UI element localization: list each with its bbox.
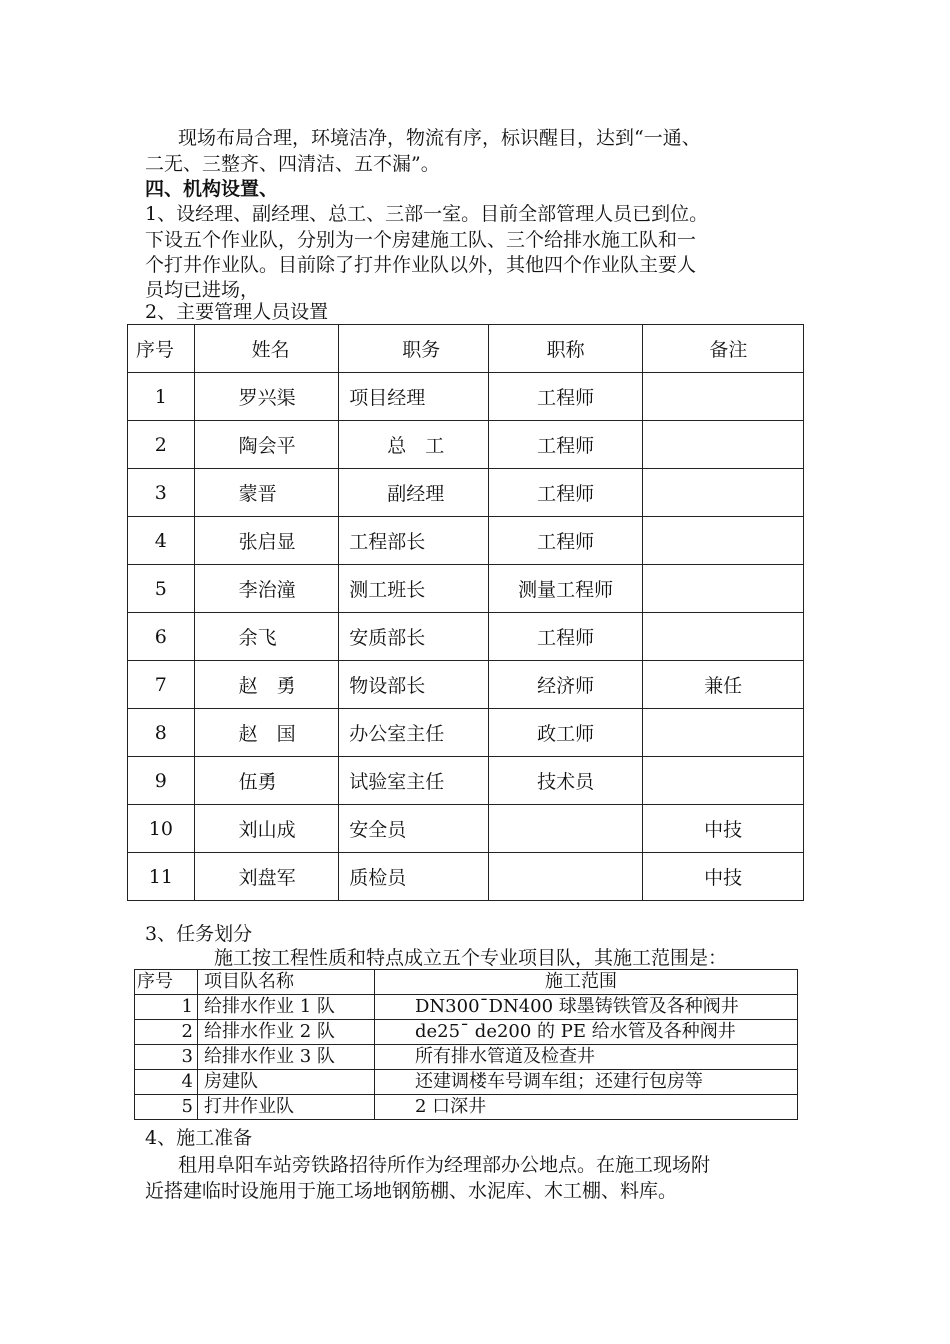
table-cell <box>643 565 804 613</box>
table-header-cell: 职务 <box>339 325 489 373</box>
table-row <box>135 995 798 1020</box>
table-cell: 给排水作业 3 队 <box>198 1045 375 1070</box>
table-row <box>128 469 804 517</box>
table-cell: 质检员 <box>339 853 489 901</box>
paragraph-line: 二无、三整齐、四清洁、五不漏”。 <box>145 153 440 175</box>
paragraph-line: 租用阜阳车站旁铁路招待所作为经理部办公地点。在施工现场附 <box>178 1154 711 1176</box>
table-cell: 罗兴渠 <box>194 373 339 421</box>
table-cell: 房建队 <box>198 1070 375 1095</box>
table-cell: 还建调楼车号调车组；还建行包房等 <box>375 1070 798 1095</box>
paragraph-line: 近搭建临时设施用于施工场地钢筋棚、水泥库、木工棚、料库。 <box>145 1180 678 1202</box>
table-cell: 伍勇 <box>194 757 339 805</box>
table-row <box>135 1020 798 1045</box>
table-cell: 试验室主任 <box>339 757 489 805</box>
paragraph-line: 1、设经理、副经理、总工、三部一室。目前全部管理人员已到位。 <box>145 203 709 225</box>
table-cell: 赵 勇 <box>194 661 339 709</box>
table-row <box>128 757 804 805</box>
table-cell: 打井作业队 <box>198 1095 375 1120</box>
table-header-cell: 职称 <box>488 325 642 373</box>
table-cell: 工程师 <box>488 613 642 661</box>
teams-table <box>134 969 798 1120</box>
table-cell: 测量工程师 <box>488 565 642 613</box>
subsection-heading: 3、任务划分 <box>145 923 253 945</box>
section-heading: 四、机构设置、 <box>145 178 279 200</box>
table-cell: 4 <box>135 1070 198 1095</box>
table-cell: de25¯ de200 的 PE 给水管及各种阀井 <box>375 1020 798 1045</box>
table-cell: 给排水作业 2 队 <box>198 1020 375 1045</box>
table-cell: 8 <box>128 709 195 757</box>
table-row <box>128 373 804 421</box>
table-cell: 2 <box>128 421 195 469</box>
table-cell <box>488 805 642 853</box>
table-row <box>128 661 804 709</box>
table-cell: 项目经理 <box>339 373 489 421</box>
table-cell: 9 <box>128 757 195 805</box>
table-cell: 工程师 <box>488 421 642 469</box>
table-header-cell: 姓名 <box>194 325 339 373</box>
table-cell: 刘山成 <box>194 805 339 853</box>
table-cell: 赵 国 <box>194 709 339 757</box>
table-cell <box>643 517 804 565</box>
table-cell: 4 <box>128 517 195 565</box>
table-row <box>128 517 804 565</box>
table-cell: 2 <box>135 1020 198 1045</box>
table-cell: 11 <box>128 853 195 901</box>
table-cell: 7 <box>128 661 195 709</box>
table-cell: 副经理 <box>339 469 489 517</box>
table-row <box>128 805 804 853</box>
table-header-row <box>128 325 804 373</box>
table-cell: 刘盘军 <box>194 853 339 901</box>
table-cell: 5 <box>128 565 195 613</box>
table-cell: 给排水作业 1 队 <box>198 995 375 1020</box>
table-cell: 中技 <box>643 805 804 853</box>
table-cell <box>643 613 804 661</box>
table-header-cell: 序号 <box>128 325 195 373</box>
table-cell: 安质部长 <box>339 613 489 661</box>
paragraph-line: 个打井作业队。目前除了打井作业队以外，其他四个作业队主要人 <box>145 254 697 276</box>
table-cell: 10 <box>128 805 195 853</box>
table-row <box>135 1045 798 1070</box>
table-cell <box>643 757 804 805</box>
table-cell: DN300¯DN400 球墨铸铁管及各种阀井 <box>375 995 798 1020</box>
table-cell <box>643 469 804 517</box>
table-cell: 物设部长 <box>339 661 489 709</box>
table-header-cell: 备注 <box>643 325 804 373</box>
table-cell: 李治潼 <box>194 565 339 613</box>
table-header-cell: 序号 <box>135 970 198 995</box>
paragraph-line: 员均已进场， <box>145 279 260 301</box>
paragraph-line: 施工按工程性质和特点成立五个专业项目队，其施工范围是： <box>214 947 728 969</box>
table-cell: 兼任 <box>643 661 804 709</box>
table-cell: 蒙晋 <box>194 469 339 517</box>
subsection-heading: 4、施工准备 <box>145 1127 253 1149</box>
table-cell: 1 <box>135 995 198 1020</box>
table-cell: 6 <box>128 613 195 661</box>
table-cell: 测工班长 <box>339 565 489 613</box>
table-cell: 安全员 <box>339 805 489 853</box>
table-cell: 3 <box>128 469 195 517</box>
table-cell: 技术员 <box>488 757 642 805</box>
table-cell <box>643 709 804 757</box>
table-row <box>128 565 804 613</box>
table-cell: 经济师 <box>488 661 642 709</box>
table-cell: 余飞 <box>194 613 339 661</box>
table-cell: 中技 <box>643 853 804 901</box>
table-cell: 3 <box>135 1045 198 1070</box>
table-cell <box>643 421 804 469</box>
table-row <box>128 853 804 901</box>
table-cell <box>643 373 804 421</box>
table-header-cell: 项目队名称 <box>198 970 375 995</box>
table-cell: 陶会平 <box>194 421 339 469</box>
table-row <box>135 1095 798 1120</box>
table-cell: 2 口深井 <box>375 1095 798 1120</box>
table-cell: 1 <box>128 373 195 421</box>
table-row <box>135 1070 798 1095</box>
table-header-row <box>135 970 798 995</box>
table-row <box>128 709 804 757</box>
table-cell: 张启显 <box>194 517 339 565</box>
table-header-cell: 施工范围 <box>375 970 798 995</box>
table-cell: 办公室主任 <box>339 709 489 757</box>
table-cell: 总 工 <box>339 421 489 469</box>
staff-table <box>127 324 804 901</box>
table-cell: 工程师 <box>488 517 642 565</box>
paragraph-line: 下设五个作业队，分别为一个房建施工队、三个给排水施工队和一 <box>145 229 697 251</box>
table-cell: 政工师 <box>488 709 642 757</box>
table-cell: 工程部长 <box>339 517 489 565</box>
table-row <box>128 613 804 661</box>
table-cell: 5 <box>135 1095 198 1120</box>
table-cell: 所有排水管道及检查井 <box>375 1045 798 1070</box>
table-cell: 工程师 <box>488 469 642 517</box>
table-cell: 工程师 <box>488 373 642 421</box>
paragraph-line: 现场布局合理，环境洁净，物流有序，标识醒目，达到“一通、 <box>178 127 701 149</box>
table-cell <box>488 853 642 901</box>
table-row <box>128 421 804 469</box>
subsection-heading: 2、主要管理人员设置 <box>145 301 329 323</box>
